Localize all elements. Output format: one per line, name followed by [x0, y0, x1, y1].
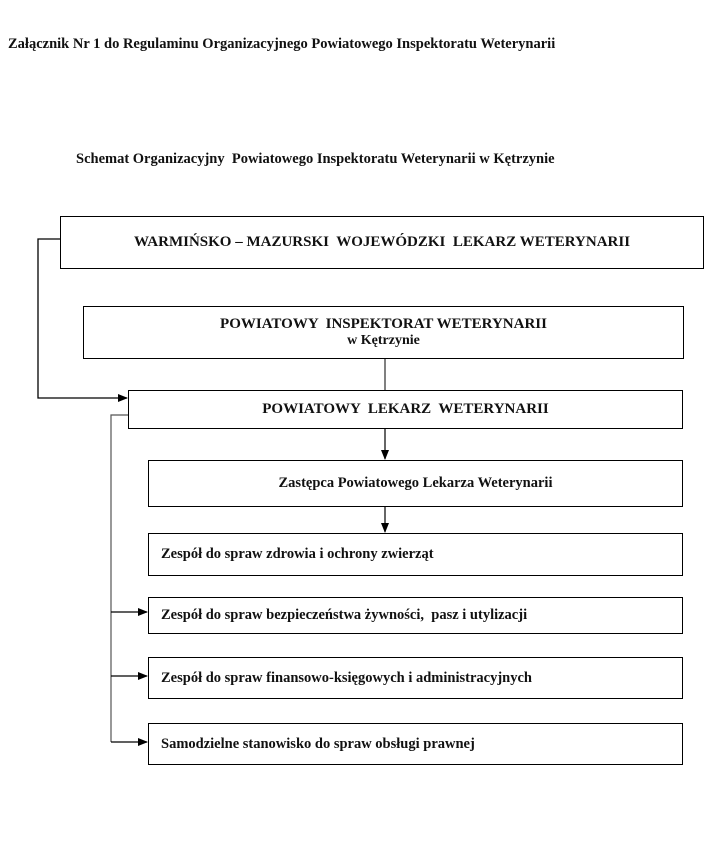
node-label: POWIATOWY INSPEKTORAT WETERYNARII: [220, 316, 547, 332]
node-inspectorate: [83, 306, 684, 359]
node-unit-finance-admin: [148, 657, 683, 699]
node-label: WARMIŃSKO – MAZURSKI WOJEWÓDZKI LEKARZ WETERYNARII: [133, 234, 631, 250]
node-label: Zespół do spraw bezpieczeństwa żywności, pasz i utylizacji: [161, 607, 528, 623]
node-label: Samodzielne stanowisko do spraw obsługi prawnej: [161, 735, 475, 752]
node-label: Zastępca Powiatowego Lekarza Weterynarii: [278, 475, 553, 491]
node-unit-food-safety: [148, 597, 683, 634]
node-unit-animal-health: [148, 533, 683, 576]
node-county-vet: [128, 390, 683, 429]
node-unit-legal: [148, 723, 683, 765]
node-deputy: [148, 460, 683, 507]
node-label: Zespół do spraw finansowo-księgowych i administracyjnych: [161, 669, 532, 686]
chart-title: Schemat Organizacyjny Powiatowego Inspektoratu Weterynarii w Kętrzynie: [76, 151, 555, 167]
node-label: POWIATOWY LEKARZ WETERYNARII: [262, 401, 549, 417]
node-sublabel: w Kętrzynie: [347, 333, 420, 348]
node-label: Zespół do spraw zdrowia i ochrony zwierząt: [161, 546, 434, 562]
edge-county-vet-bus: [111, 415, 128, 742]
node-voivodeship-vet: [60, 216, 704, 269]
document-header: Załącznik Nr 1 do Regulaminu Organizacyjnego Powiatowego Inspektoratu Weterynarii: [8, 36, 556, 52]
